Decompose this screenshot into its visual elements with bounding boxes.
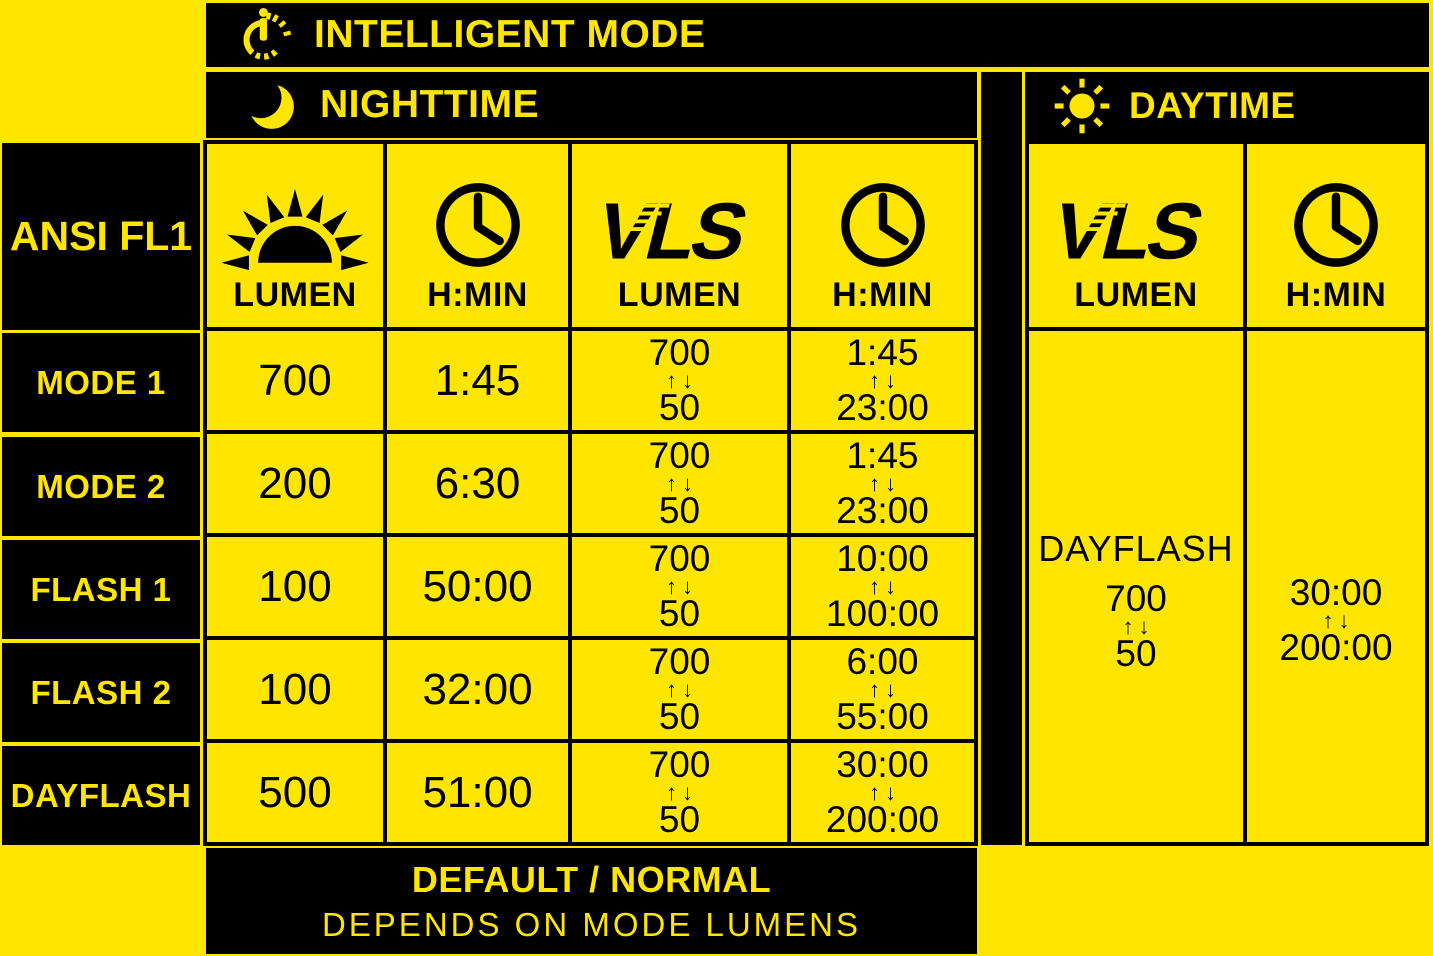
mode1-hmin	[387, 331, 568, 430]
arrow-down-icon: ↓	[681, 779, 693, 805]
clock-icon	[1289, 178, 1383, 272]
vls-high-value: 700	[648, 537, 711, 579]
arrow-up-icon: ↑	[665, 470, 677, 496]
arrow-up-icon: ↑	[1122, 613, 1134, 639]
clock-icon	[836, 178, 930, 272]
mode2-lumen	[207, 434, 383, 533]
arrow-up-icon: ↑	[868, 573, 880, 599]
mode1-vls-hmin	[791, 331, 974, 430]
header-vls-lumen	[572, 144, 787, 327]
mode1-hmin-value: 1:45	[434, 355, 521, 405]
vls-low-value: 50	[658, 490, 701, 532]
nighttime-section-header	[206, 72, 977, 138]
row-label-mode-1: MODE 1	[2, 333, 200, 432]
mode1-lumen	[207, 331, 383, 430]
row-label-mode-2: MODE 2	[2, 437, 200, 536]
mode2-vls-lumen	[572, 434, 787, 533]
sun-icon	[1051, 75, 1113, 137]
daytime-section-header	[1025, 72, 1429, 140]
section-divider	[981, 72, 1022, 845]
flash1-vls-lumen	[572, 537, 787, 636]
arrow-down-icon: ↓	[885, 470, 896, 496]
arrow-down-icon: ↓	[1338, 607, 1350, 633]
day-time-high-value: 30:00	[1289, 571, 1383, 613]
arrow-down-icon: ↓	[885, 367, 896, 393]
flash1-lumen	[207, 537, 383, 636]
vls-low-value: 50	[658, 593, 701, 635]
vls-time-low-value: 55:00	[836, 696, 929, 738]
day-dayflash-hmin	[1247, 331, 1425, 842]
arrow-down-icon: ↓	[884, 573, 896, 599]
flash1-hmin	[387, 537, 568, 636]
intelligent-mode-label: INTELLIGENT MODE	[314, 13, 706, 56]
row-label-flash-1: FLASH 1	[2, 540, 200, 639]
row-label-dayflash: DAYFLASH	[2, 746, 200, 845]
arrow-down-icon: ↓	[885, 676, 896, 702]
dayflash-hmin-value: 51:00	[422, 767, 533, 817]
day-header-vls-lumen	[1029, 144, 1243, 327]
dayflash-lumen	[207, 743, 383, 842]
header-lumen	[207, 144, 383, 327]
flash2-vls-lumen	[572, 640, 787, 739]
footer-default-normal: DEFAULT / NORMAL	[411, 858, 772, 900]
vls-time-low-value: 200:00	[825, 799, 940, 841]
arrow-down-icon: ↓	[884, 779, 896, 805]
arrow-up-icon: ↑	[665, 779, 677, 805]
vls-low-value: 50	[658, 799, 701, 841]
dayflash-lumen-value: 500	[258, 767, 332, 817]
arrow-up-icon: ↑	[665, 676, 677, 702]
mode1-lumen-value: 700	[258, 355, 332, 405]
day-header-hmin-label: H:MIN	[1285, 276, 1387, 314]
arrow-down-icon: ↓	[681, 573, 693, 599]
dayflash-hmin	[387, 743, 568, 842]
dayflash-vls-lumen	[572, 743, 787, 842]
vls-time-high-value: 10:00	[836, 537, 929, 579]
header-vls-lumen-label: LUMEN	[617, 276, 742, 314]
vls-low-value: 50	[658, 387, 701, 429]
vls-high-value: 700	[648, 640, 711, 682]
arrow-up-icon: ↑	[869, 367, 880, 393]
daytime-label: DAYTIME	[1129, 85, 1296, 126]
nighttime-table	[203, 140, 978, 846]
header-hmin-label: H:MIN	[427, 276, 528, 314]
mode1-vls-lumen	[572, 331, 787, 430]
vls-logo	[582, 194, 778, 272]
header-hmin	[387, 144, 568, 327]
flash2-vls-hmin	[791, 640, 974, 739]
flash1-vls-hmin	[791, 537, 974, 636]
day-lumen-low-value: 50	[1115, 633, 1157, 675]
day-mode-label: DAYFLASH	[1038, 527, 1234, 569]
flash2-hmin-value: 32:00	[422, 664, 533, 714]
mode2-hmin	[387, 434, 568, 533]
mode2-hmin-value: 6:30	[434, 458, 521, 508]
header-lumen-label: LUMEN	[233, 276, 357, 314]
vls-time-low-value: 23:00	[836, 490, 929, 532]
arrow-up-icon: ↑	[665, 573, 677, 599]
row-label-flash-2: FLASH 2	[2, 643, 200, 742]
flash1-hmin-value: 50:00	[422, 561, 533, 611]
daytime-table	[1025, 140, 1429, 846]
day-lumen-high-value: 700	[1105, 577, 1167, 619]
arrow-down-icon: ↓	[681, 676, 693, 702]
day-header-vls-lumen-label: LUMEN	[1074, 276, 1198, 314]
dayflash-vls-hmin	[791, 743, 974, 842]
arrow-up-icon: ↑	[869, 470, 880, 496]
vls-high-value: 700	[648, 743, 711, 785]
flash1-lumen-value: 100	[258, 561, 332, 611]
day-time-low-value: 200:00	[1279, 627, 1393, 669]
vls-high-value: 700	[648, 434, 711, 476]
arrow-down-icon: ↓	[1138, 613, 1150, 639]
mode2-vls-hmin	[791, 434, 974, 533]
vls-time-high-value: 6:00	[846, 640, 919, 682]
day-dayflash-lumen	[1029, 331, 1243, 842]
footer-note	[206, 848, 977, 954]
arrow-up-icon: ↑	[1322, 607, 1334, 633]
vls-time-high-value: 1:45	[846, 331, 919, 373]
mode2-lumen-value: 200	[258, 458, 332, 508]
flash2-lumen-value: 100	[258, 664, 332, 714]
moon-icon	[242, 77, 298, 133]
arrow-up-icon: ↑	[665, 367, 677, 393]
arrow-up-icon: ↑	[869, 676, 880, 702]
vls-time-high-value: 30:00	[836, 743, 929, 785]
vls-time-low-value: 100:00	[825, 593, 940, 635]
vls-high-value: 700	[648, 331, 711, 373]
flash2-hmin	[387, 640, 568, 739]
header-vls-hmin-label: H:MIN	[832, 276, 933, 314]
vls-low-value: 50	[658, 696, 701, 738]
vls-logo	[1038, 194, 1234, 272]
vls-time-high-value: 1:45	[846, 434, 919, 476]
intelligent-mode-icon	[236, 5, 294, 65]
nighttime-label: NIGHTTIME	[320, 83, 539, 126]
arrow-down-icon: ↓	[681, 367, 693, 393]
ansi-fl1-header-cell: ANSI FL1	[2, 143, 200, 330]
flash2-lumen	[207, 640, 383, 739]
header-vls-hmin	[791, 144, 974, 327]
lumen-sun-icon	[219, 182, 371, 272]
footer-depends-note: DEPENDS ON MODE LUMENS	[321, 905, 862, 943]
day-header-hmin	[1247, 144, 1425, 327]
arrow-down-icon: ↓	[681, 470, 693, 496]
intelligent-mode-bar	[206, 3, 1429, 67]
vls-time-low-value: 23:00	[836, 387, 929, 429]
clock-icon	[431, 178, 525, 272]
arrow-up-icon: ↑	[868, 779, 880, 805]
